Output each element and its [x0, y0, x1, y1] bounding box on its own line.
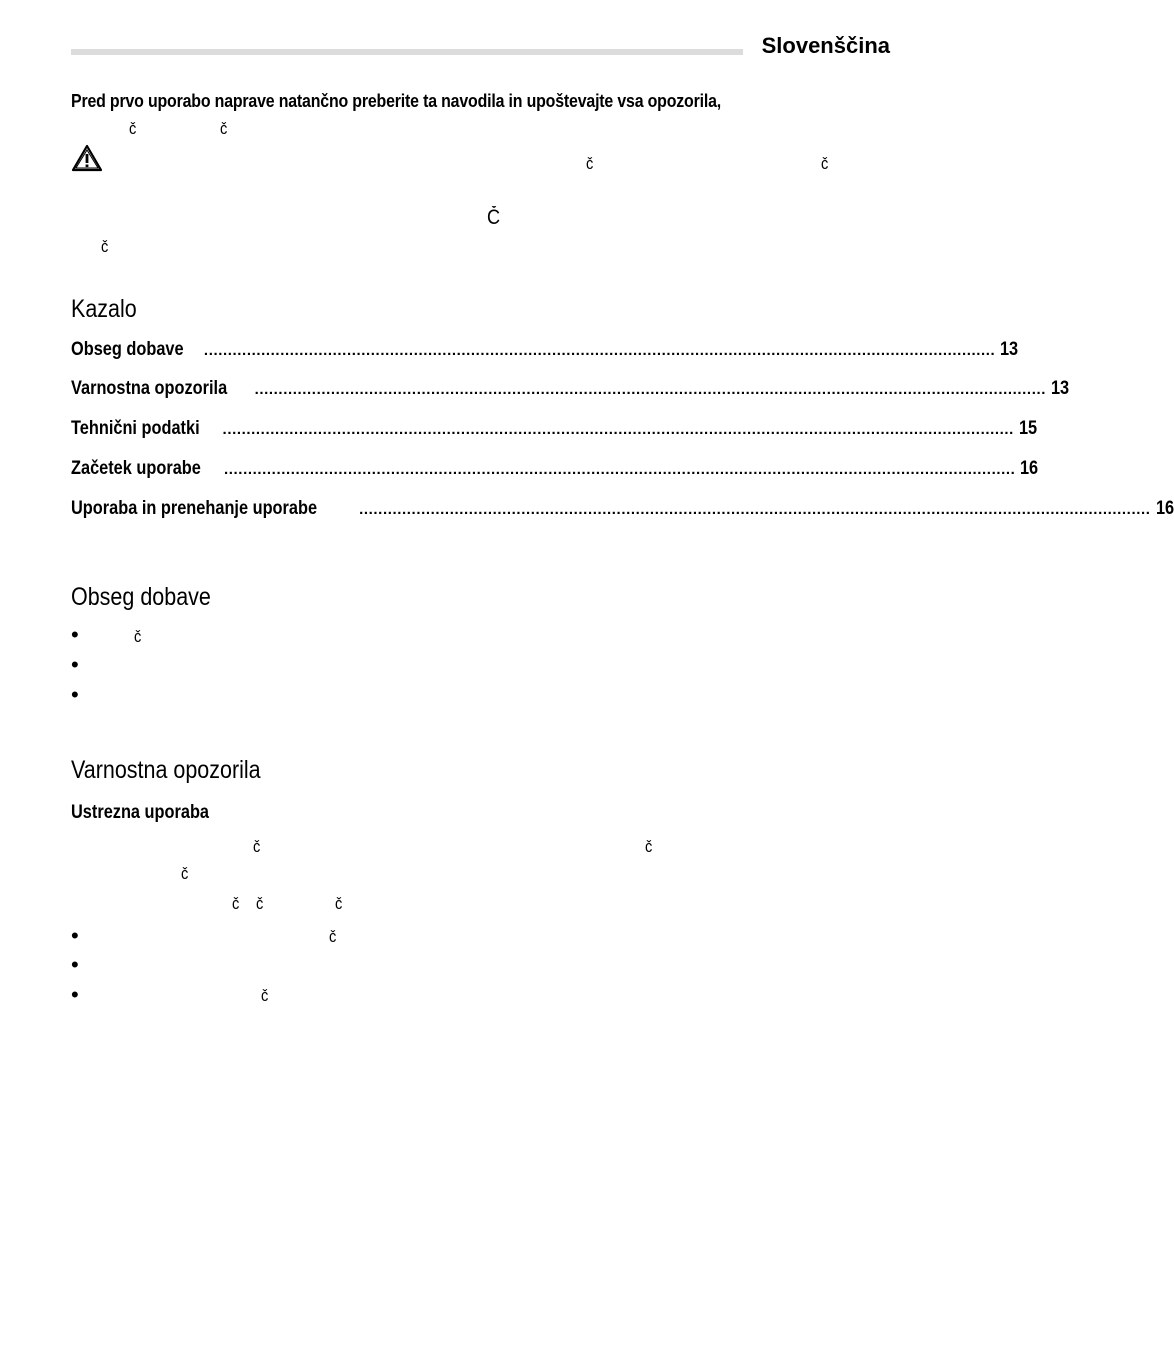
toc-entry-page: 16 [1020, 458, 1039, 479]
bullet: • [71, 952, 79, 977]
warning-icon [71, 144, 103, 172]
toc-entry-page: 16 [1155, 498, 1174, 519]
text-fragment: č [256, 894, 264, 913]
text-fragment: č [101, 237, 109, 256]
toc-entry-label: Varnostna opozorila [71, 378, 228, 399]
toc-entry[interactable] [71, 339, 1019, 363]
text-fragment: č [181, 864, 189, 883]
toc-entry-label: Uporaba in prenehanje uporabe [71, 498, 318, 519]
text-fragment: č [134, 627, 142, 646]
toc-entry-label: Začetek uporabe [71, 458, 201, 479]
text-fragment: č [220, 119, 228, 138]
toc-entry-label: Obseg dobave [71, 339, 184, 360]
toc-entry-page: 15 [1018, 418, 1038, 439]
bullet: • [71, 923, 79, 948]
text-fragment: č [335, 894, 343, 913]
toc-leader: ...................................................................................................................................................................... [254, 381, 1046, 398]
toc-entry-label: Tehnični podatki [71, 418, 200, 439]
toc-entry[interactable] [71, 418, 1038, 442]
subsection-title: Ustrezna uporaba [71, 802, 210, 823]
bullet: • [71, 682, 79, 707]
toc-leader: ...................................................................................................................................................................... [203, 342, 996, 359]
toc-leader: ...................................................................................................................................................................... [222, 421, 1014, 438]
toc-entry-page: 13 [1000, 339, 1019, 360]
toc-entry-page: 13 [1050, 378, 1070, 399]
section-title-safety: Varnostna opozorila [71, 756, 261, 784]
text-fragment: č [821, 154, 829, 173]
text-fragment: Č [487, 206, 501, 229]
bullet: • [71, 982, 79, 1007]
section-title-scope: Obseg dobave [71, 583, 211, 611]
toc-entry[interactable] [71, 378, 1070, 402]
toc-title: Kazalo [71, 295, 137, 323]
header-rule [71, 49, 743, 55]
text-fragment: č [329, 927, 337, 946]
bullet: • [71, 622, 79, 647]
language-label: Slovenščina [761, 33, 890, 58]
toc-entry[interactable] [71, 498, 1174, 522]
toc-entry[interactable] [71, 458, 1039, 482]
bullet: • [71, 652, 79, 677]
text-fragment: č [261, 986, 269, 1005]
intro-text: Pred prvo uporabo naprave natančno preberite ta navodila in upoštevajte vsa opozorila, [71, 90, 722, 111]
toc-leader: ...................................................................................................................................................................... [359, 501, 1151, 518]
toc-leader: ...................................................................................................................................................................... [224, 461, 1016, 478]
text-fragment: č [232, 894, 240, 913]
text-fragment: č [129, 119, 137, 138]
text-fragment: č [645, 837, 653, 856]
text-fragment: č [586, 154, 594, 173]
text-fragment: č [253, 837, 261, 856]
